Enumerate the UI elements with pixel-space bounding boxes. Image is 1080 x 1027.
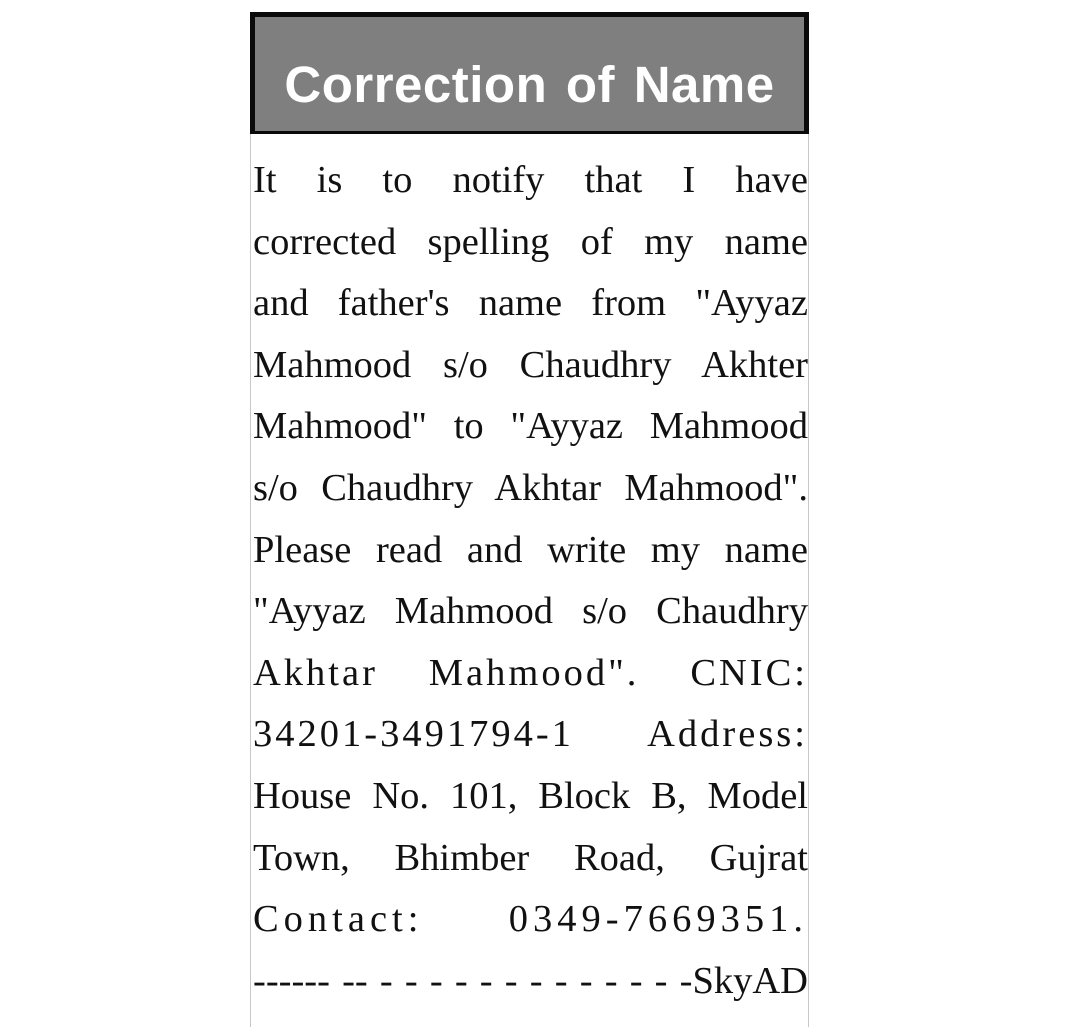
- notice-line: Please read and write my name: [253, 528, 808, 571]
- notice-line: Town, Bhimber Road, Gujrat: [253, 836, 808, 879]
- notice-body: [253, 150, 808, 1012]
- notice-line: and father's name from "Ayyaz: [253, 282, 808, 325]
- notice-contact-line: Contact: 0349-7669351.: [253, 898, 808, 941]
- notice-line: Akhtar Mahmood". CNIC:: [253, 651, 808, 694]
- classified-notice: [250, 12, 809, 1027]
- notice-line: corrected spelling of my name: [253, 220, 808, 263]
- notice-line: House No. 101, Block B, Model: [253, 774, 808, 817]
- notice-signature-line: ------ -- - - - - - - - - - - - - -SkyAD: [253, 959, 808, 1002]
- notice-line: Mahmood s/o Chaudhry Akhter: [253, 343, 808, 386]
- notice-line: "Ayyaz Mahmood s/o Chaudhry: [253, 590, 808, 633]
- notice-line: It is to notify that I have: [253, 159, 808, 201]
- notice-title-banner: [250, 12, 809, 134]
- notice-line: Mahmood" to "Ayyaz Mahmood: [253, 405, 808, 448]
- notice-line: 34201-3491794-1 Address:: [253, 713, 808, 756]
- notice-line: s/o Chaudhry Akhtar Mahmood".: [253, 466, 808, 509]
- notice-title: Correction of Name: [284, 56, 775, 113]
